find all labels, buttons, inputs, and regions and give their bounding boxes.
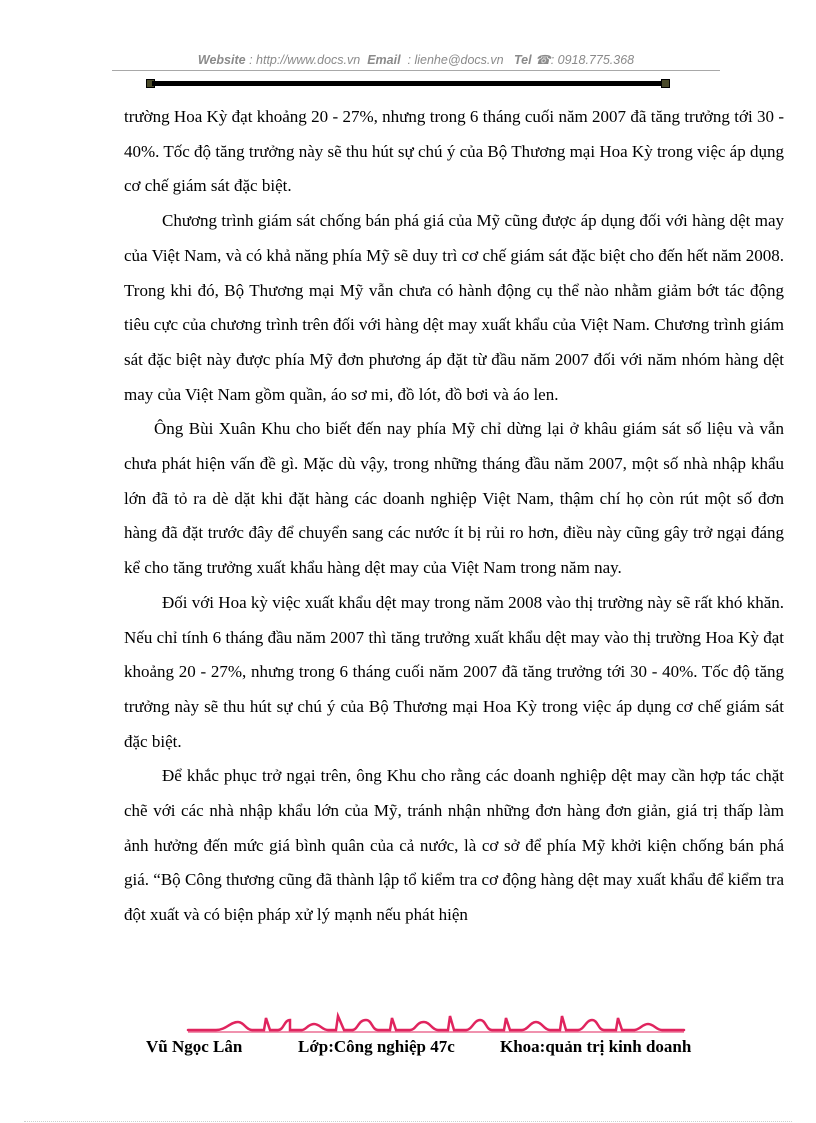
website-label: Website — [197, 53, 246, 67]
decorative-bar — [146, 79, 670, 88]
website-value: : http://www.docs.vn — [249, 53, 361, 67]
tel-label: Tel — [514, 53, 532, 67]
footer-class: Lớp:Công nghiệp 47c — [298, 1037, 455, 1056]
bar-line — [152, 81, 664, 86]
footer-author: Vũ Ngọc Lân — [146, 1037, 243, 1056]
paragraph-2: Chương trình giám sát chống bán phá giá của Mỹ cũng được áp dụng đối với hàng dệt may của Việt Nam, và có khả năng phía Mỹ sẽ duy trì cơ chế giám sát đặc biệt cho đến hết năm 2008. Trong khi đó, Bộ Thương mại Mỹ vẫn chưa có hành động cụ thể nào nhằm giảm bớt tác động tiêu cực của chương trình trên đối với hàng dệt may xuất khẩu của Việt Nam. Chương trình giám sát đặc biệt này được phía Mỹ đơn phương áp đặt từ đầu năm 2007 đối với năm nhóm hàng dệt may của Việt Nam gồm quần, áo sơ mi, đồ lót, đồ bơi và áo len. — [124, 211, 784, 404]
footer-ornament — [186, 1010, 686, 1036]
page-header — [112, 52, 720, 67]
footer-department: Khoa:quản trị kinh doanh — [500, 1037, 692, 1056]
paragraph-1: trường Hoa Kỳ đạt khoảng 20 - 27%, nhưng trong 6 tháng cuối năm 2007 đã tăng trưởng tới 30 - 40%. Tốc độ tăng trưởng này sẽ thu hút sự chú ý của Bộ Thương mại Hoa Kỳ trong việc áp dụng cơ chế giám sát đặc biệt. — [124, 107, 784, 196]
paragraph-4: Đối với Hoa kỳ việc xuất khẩu dệt may trong năm 2008 vào thị trường này sẽ rất khó khăn. Nếu chỉ tính 6 tháng đầu năm 2007 thì tăng trưởng xuất khẩu dệt may vào thị trường Hoa Kỳ đạt khoảng 20 - 27%, nhưng trong 6 tháng cuối năm 2007 đã tăng trưởng tới 30 - 40%. Tốc độ tăng trưởng này sẽ thu hút sự chú ý của Bộ Thương mại Hoa Kỳ trong việc áp dụng cơ chế giám sát đặc biệt. — [124, 592, 784, 751]
email-label: Email — [367, 53, 401, 67]
page-bottom-border — [24, 1121, 792, 1122]
page-footer — [146, 1037, 746, 1059]
paragraph-3: Ông Bùi Xuân Khu cho biết đến nay phía Mỹ chỉ dừng lại ở khâu giám sát số liệu và vẫn chưa phát hiện vấn đề gì. Mặc dù vậy, trong những tháng đầu năm 2007, một số nhà nhập khẩu lớn đã tỏ ra dè dặt khi đặt hàng các doanh nghiệp Việt Nam, thậm chí họ còn rút một số đơn hàng đã đặt trước đây để chuyển sang các nước ít bị rủi ro hơn, điều này cũng gây trở ngại đáng kể cho tăng trưởng xuất khẩu hàng dệt may của Việt Nam trong năm nay. — [124, 419, 784, 578]
document-body — [124, 100, 784, 933]
email-value: : lienhe@docs.vn — [407, 53, 504, 67]
phone-icon: ☎ — [535, 53, 551, 67]
bar-right-cap — [661, 79, 670, 88]
paragraph-5: Để khắc phục trở ngại trên, ông Khu cho rằng các doanh nghiệp dệt may cần hợp tác chặt chẽ với các nhà nhập khẩu lớn của Mỹ, tránh nhận những đơn hàng đơn giản, giá trị thấp làm ảnh hưởng đến mức giá bình quân của cả nước, là cơ sở để phía Mỹ khởi kiện chống bán phá giá. “Bộ Công thương cũng đã thành lập tổ kiểm tra cơ động hàng dệt may xuất khẩu để kiểm tra đột xuất và có biện pháp xử lý mạnh nếu phát hiện — [124, 766, 784, 925]
header-rule — [112, 70, 720, 71]
tel-value: : 0918.775.368 — [550, 53, 635, 67]
